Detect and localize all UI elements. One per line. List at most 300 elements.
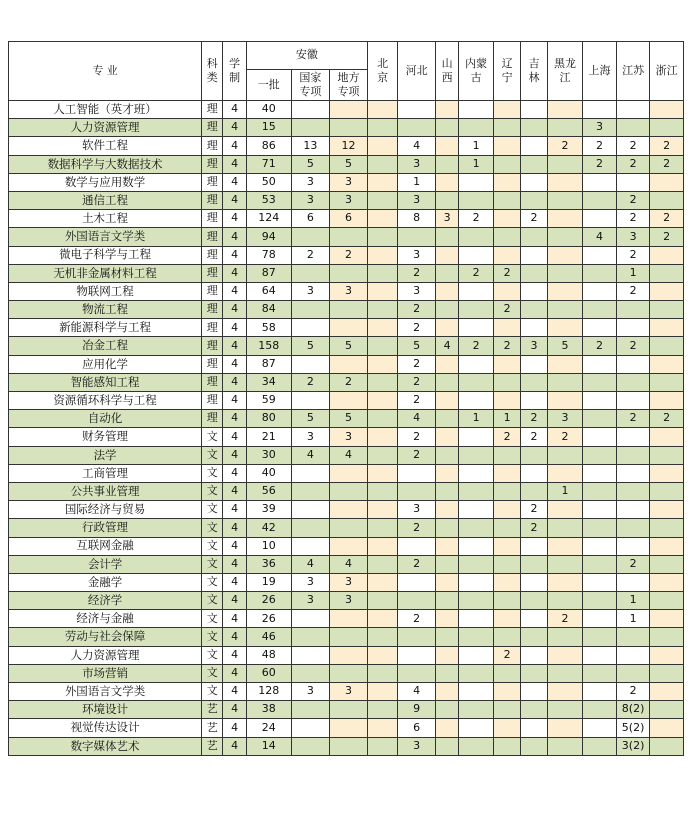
quota-cell: 2 bbox=[616, 155, 650, 173]
quota-cell bbox=[650, 737, 684, 755]
quota-cell bbox=[291, 537, 330, 555]
quota-cell: 4 bbox=[398, 410, 436, 428]
quota-cell: 6 bbox=[330, 210, 368, 228]
table-row bbox=[9, 683, 684, 701]
quota-cell bbox=[291, 519, 330, 537]
quota-cell bbox=[616, 501, 650, 519]
quota-cell bbox=[435, 355, 458, 373]
table-row bbox=[9, 173, 684, 191]
table-row bbox=[9, 337, 684, 355]
quota-cell: 2 bbox=[583, 155, 617, 173]
category-cell: 理 bbox=[202, 282, 223, 300]
quota-cell bbox=[435, 301, 458, 319]
quota-cell bbox=[435, 664, 458, 682]
quota-cell: 2 bbox=[459, 210, 494, 228]
quota-cell bbox=[459, 628, 494, 646]
quota-cell: 2 bbox=[459, 264, 494, 282]
quota-cell bbox=[435, 628, 458, 646]
table-row bbox=[9, 137, 684, 155]
quota-cell bbox=[521, 482, 547, 500]
quota-cell bbox=[493, 155, 520, 173]
quota-cell bbox=[330, 737, 368, 755]
quota-cell: 2 bbox=[650, 155, 684, 173]
quota-cell bbox=[291, 228, 330, 246]
quota-cell: 48 bbox=[246, 646, 291, 664]
quota-cell: 4 bbox=[435, 337, 458, 355]
quota-cell bbox=[367, 701, 397, 719]
quota-cell bbox=[616, 446, 650, 464]
quota-cell bbox=[367, 592, 397, 610]
quota-cell: 1 bbox=[493, 410, 520, 428]
table-body bbox=[9, 101, 684, 756]
quota-cell bbox=[398, 592, 436, 610]
quota-cell bbox=[650, 301, 684, 319]
quota-cell: 2 bbox=[493, 646, 520, 664]
category-cell: 理 bbox=[202, 337, 223, 355]
major-cell: 人工智能（英才班） bbox=[9, 101, 202, 119]
header-category: 科类 bbox=[202, 42, 223, 101]
quota-cell bbox=[435, 137, 458, 155]
quota-cell: 5(2) bbox=[616, 719, 650, 737]
major-cell: 金融学 bbox=[9, 573, 202, 591]
quota-cell: 53 bbox=[246, 191, 291, 209]
quota-cell bbox=[459, 555, 494, 573]
major-cell: 工商管理 bbox=[9, 464, 202, 482]
quota-cell bbox=[583, 301, 617, 319]
quota-cell bbox=[367, 355, 397, 373]
quota-cell bbox=[616, 301, 650, 319]
duration-cell: 4 bbox=[223, 264, 246, 282]
quota-cell: 2 bbox=[398, 555, 436, 573]
table-row bbox=[9, 701, 684, 719]
quota-cell: 3 bbox=[330, 683, 368, 701]
quota-cell bbox=[521, 373, 547, 391]
category-cell: 文 bbox=[202, 664, 223, 682]
header-anhui-national: 国家专项 bbox=[291, 70, 330, 101]
quota-cell bbox=[583, 646, 617, 664]
quota-cell bbox=[521, 701, 547, 719]
duration-cell: 4 bbox=[223, 173, 246, 191]
quota-cell bbox=[650, 592, 684, 610]
duration-cell: 4 bbox=[223, 482, 246, 500]
quota-cell: 86 bbox=[246, 137, 291, 155]
quota-cell: 2 bbox=[521, 410, 547, 428]
duration-cell: 4 bbox=[223, 210, 246, 228]
quota-cell bbox=[459, 646, 494, 664]
quota-cell bbox=[547, 392, 583, 410]
quota-cell: 34 bbox=[246, 373, 291, 391]
major-cell: 微电子科学与工程 bbox=[9, 246, 202, 264]
quota-cell bbox=[616, 628, 650, 646]
quota-cell bbox=[650, 191, 684, 209]
quota-cell bbox=[493, 355, 520, 373]
quota-cell bbox=[521, 191, 547, 209]
table-row bbox=[9, 610, 684, 628]
category-cell: 艺 bbox=[202, 701, 223, 719]
quota-cell bbox=[367, 446, 397, 464]
quota-cell bbox=[650, 119, 684, 137]
quota-cell: 46 bbox=[246, 628, 291, 646]
quota-cell bbox=[435, 319, 458, 337]
quota-cell bbox=[493, 246, 520, 264]
quota-cell bbox=[367, 410, 397, 428]
category-cell: 文 bbox=[202, 446, 223, 464]
category-cell: 文 bbox=[202, 501, 223, 519]
quota-cell bbox=[616, 482, 650, 500]
quota-cell bbox=[521, 664, 547, 682]
duration-cell: 4 bbox=[223, 373, 246, 391]
quota-cell bbox=[521, 573, 547, 591]
quota-cell: 2 bbox=[547, 428, 583, 446]
quota-cell bbox=[330, 482, 368, 500]
duration-cell: 4 bbox=[223, 592, 246, 610]
quota-cell bbox=[330, 719, 368, 737]
major-cell: 公共事业管理 bbox=[9, 482, 202, 500]
category-cell: 文 bbox=[202, 610, 223, 628]
category-cell: 理 bbox=[202, 137, 223, 155]
quota-cell bbox=[330, 628, 368, 646]
quota-cell: 2 bbox=[330, 246, 368, 264]
major-cell: 国际经济与贸易 bbox=[9, 501, 202, 519]
quota-cell bbox=[493, 573, 520, 591]
quota-cell bbox=[583, 719, 617, 737]
quota-cell bbox=[330, 701, 368, 719]
quota-cell bbox=[459, 592, 494, 610]
quota-cell bbox=[291, 264, 330, 282]
quota-cell bbox=[367, 301, 397, 319]
major-cell: 智能感知工程 bbox=[9, 373, 202, 391]
quota-cell bbox=[291, 482, 330, 500]
quota-cell bbox=[367, 155, 397, 173]
category-cell: 文 bbox=[202, 628, 223, 646]
quota-cell: 5 bbox=[291, 337, 330, 355]
quota-cell: 2 bbox=[616, 555, 650, 573]
quota-cell bbox=[398, 228, 436, 246]
quota-cell bbox=[616, 392, 650, 410]
major-cell: 应用化学 bbox=[9, 355, 202, 373]
major-cell: 物流工程 bbox=[9, 301, 202, 319]
quota-cell bbox=[330, 501, 368, 519]
quota-cell: 2 bbox=[650, 210, 684, 228]
duration-cell: 4 bbox=[223, 664, 246, 682]
quota-cell: 38 bbox=[246, 701, 291, 719]
category-cell: 理 bbox=[202, 210, 223, 228]
quota-cell: 2 bbox=[616, 246, 650, 264]
quota-cell: 78 bbox=[246, 246, 291, 264]
quota-cell: 2 bbox=[493, 264, 520, 282]
quota-cell: 3 bbox=[291, 428, 330, 446]
quota-cell bbox=[493, 610, 520, 628]
quota-cell: 2 bbox=[398, 392, 436, 410]
quota-cell: 2 bbox=[616, 410, 650, 428]
quota-cell: 2 bbox=[398, 355, 436, 373]
quota-cell: 87 bbox=[246, 264, 291, 282]
quota-cell bbox=[616, 519, 650, 537]
quota-cell bbox=[650, 337, 684, 355]
quota-cell bbox=[291, 664, 330, 682]
quota-cell bbox=[547, 519, 583, 537]
quota-cell: 2 bbox=[521, 210, 547, 228]
quota-cell bbox=[650, 373, 684, 391]
header-province: 河北 bbox=[398, 42, 436, 101]
quota-cell bbox=[459, 191, 494, 209]
quota-cell bbox=[547, 573, 583, 591]
category-cell: 艺 bbox=[202, 737, 223, 755]
quota-cell: 56 bbox=[246, 482, 291, 500]
quota-cell bbox=[583, 701, 617, 719]
quota-cell bbox=[435, 519, 458, 537]
quota-cell bbox=[493, 319, 520, 337]
major-cell: 人力资源管理 bbox=[9, 646, 202, 664]
quota-cell: 2 bbox=[521, 519, 547, 537]
quota-cell bbox=[547, 228, 583, 246]
quota-cell: 5 bbox=[398, 337, 436, 355]
quota-cell bbox=[583, 101, 617, 119]
category-cell: 理 bbox=[202, 373, 223, 391]
quota-cell: 3 bbox=[330, 573, 368, 591]
major-cell: 自动化 bbox=[9, 410, 202, 428]
quota-cell bbox=[367, 337, 397, 355]
quota-cell bbox=[521, 610, 547, 628]
quota-cell bbox=[459, 282, 494, 300]
quota-cell: 4 bbox=[330, 555, 368, 573]
quota-cell bbox=[583, 410, 617, 428]
table-row bbox=[9, 119, 684, 137]
quota-cell: 94 bbox=[246, 228, 291, 246]
quota-cell: 5 bbox=[330, 337, 368, 355]
duration-cell: 4 bbox=[223, 737, 246, 755]
quota-cell bbox=[291, 392, 330, 410]
quota-cell bbox=[616, 173, 650, 191]
quota-cell bbox=[291, 628, 330, 646]
quota-cell bbox=[435, 464, 458, 482]
table-row bbox=[9, 155, 684, 173]
quota-cell bbox=[435, 282, 458, 300]
category-cell: 理 bbox=[202, 264, 223, 282]
duration-cell: 4 bbox=[223, 501, 246, 519]
table-row bbox=[9, 573, 684, 591]
quota-cell bbox=[367, 264, 397, 282]
quota-cell bbox=[459, 228, 494, 246]
quota-cell: 5 bbox=[547, 337, 583, 355]
quota-cell bbox=[493, 210, 520, 228]
quota-cell: 40 bbox=[246, 464, 291, 482]
table-row bbox=[9, 592, 684, 610]
table-row bbox=[9, 646, 684, 664]
quota-cell: 39 bbox=[246, 501, 291, 519]
quota-cell: 3 bbox=[330, 592, 368, 610]
category-cell: 理 bbox=[202, 355, 223, 373]
quota-cell: 2 bbox=[493, 337, 520, 355]
table-row bbox=[9, 210, 684, 228]
quota-cell: 5 bbox=[291, 155, 330, 173]
quota-cell: 2 bbox=[583, 137, 617, 155]
quota-cell: 2 bbox=[398, 301, 436, 319]
quota-cell: 15 bbox=[246, 119, 291, 137]
duration-cell: 4 bbox=[223, 573, 246, 591]
quota-cell: 12 bbox=[330, 137, 368, 155]
header-province: 黑龙江 bbox=[547, 42, 583, 101]
quota-cell bbox=[367, 210, 397, 228]
table-row bbox=[9, 319, 684, 337]
quota-cell: 3 bbox=[291, 191, 330, 209]
quota-cell bbox=[650, 355, 684, 373]
quota-cell bbox=[583, 464, 617, 482]
quota-cell bbox=[367, 664, 397, 682]
quota-cell bbox=[435, 119, 458, 137]
duration-cell: 4 bbox=[223, 610, 246, 628]
quota-cell bbox=[330, 228, 368, 246]
duration-cell: 4 bbox=[223, 119, 246, 137]
quota-cell: 5 bbox=[291, 410, 330, 428]
quota-cell bbox=[398, 628, 436, 646]
header-anhui-local: 地方专项 bbox=[330, 70, 368, 101]
major-cell: 软件工程 bbox=[9, 137, 202, 155]
quota-cell bbox=[583, 683, 617, 701]
quota-cell: 2 bbox=[398, 446, 436, 464]
quota-cell bbox=[367, 119, 397, 137]
major-cell: 财务管理 bbox=[9, 428, 202, 446]
quota-cell bbox=[435, 101, 458, 119]
quota-cell bbox=[493, 537, 520, 555]
major-cell: 经济学 bbox=[9, 592, 202, 610]
quota-cell bbox=[398, 482, 436, 500]
duration-cell: 4 bbox=[223, 355, 246, 373]
category-cell: 文 bbox=[202, 555, 223, 573]
quota-cell bbox=[547, 646, 583, 664]
quota-cell bbox=[521, 446, 547, 464]
quota-cell: 2 bbox=[650, 410, 684, 428]
quota-cell bbox=[493, 173, 520, 191]
quota-cell bbox=[583, 628, 617, 646]
quota-cell: 3 bbox=[398, 191, 436, 209]
duration-cell: 4 bbox=[223, 137, 246, 155]
quota-cell bbox=[398, 119, 436, 137]
table-row bbox=[9, 555, 684, 573]
quota-cell: 3 bbox=[398, 155, 436, 173]
category-cell: 理 bbox=[202, 101, 223, 119]
category-cell: 文 bbox=[202, 683, 223, 701]
quota-cell bbox=[616, 101, 650, 119]
header-province: 内蒙古 bbox=[459, 42, 494, 101]
category-cell: 文 bbox=[202, 482, 223, 500]
major-cell: 外国语言文学类 bbox=[9, 228, 202, 246]
quota-cell bbox=[547, 628, 583, 646]
quota-cell: 19 bbox=[246, 573, 291, 591]
quota-cell bbox=[493, 701, 520, 719]
quota-cell bbox=[330, 101, 368, 119]
quota-cell bbox=[493, 482, 520, 500]
quota-cell bbox=[547, 664, 583, 682]
table-row bbox=[9, 246, 684, 264]
quota-cell: 4 bbox=[398, 137, 436, 155]
quota-cell bbox=[521, 464, 547, 482]
quota-cell bbox=[367, 719, 397, 737]
category-cell: 文 bbox=[202, 592, 223, 610]
quota-cell bbox=[547, 319, 583, 337]
quota-cell: 26 bbox=[246, 610, 291, 628]
duration-cell: 4 bbox=[223, 537, 246, 555]
quota-cell bbox=[547, 737, 583, 755]
quota-cell: 2 bbox=[398, 264, 436, 282]
quota-cell bbox=[547, 701, 583, 719]
quota-cell bbox=[547, 101, 583, 119]
quota-cell bbox=[521, 301, 547, 319]
quota-cell bbox=[459, 519, 494, 537]
quota-cell bbox=[330, 119, 368, 137]
category-cell: 理 bbox=[202, 155, 223, 173]
quota-cell: 3 bbox=[398, 501, 436, 519]
quota-cell bbox=[459, 355, 494, 373]
quota-cell bbox=[330, 264, 368, 282]
table-row bbox=[9, 410, 684, 428]
duration-cell: 4 bbox=[223, 719, 246, 737]
quota-cell: 2 bbox=[398, 519, 436, 537]
quota-cell: 2 bbox=[330, 373, 368, 391]
category-cell: 文 bbox=[202, 646, 223, 664]
quota-cell: 2 bbox=[493, 428, 520, 446]
quota-cell bbox=[583, 501, 617, 519]
quota-cell bbox=[459, 610, 494, 628]
quota-cell bbox=[547, 155, 583, 173]
quota-cell bbox=[459, 246, 494, 264]
quota-cell: 3 bbox=[521, 337, 547, 355]
duration-cell: 4 bbox=[223, 392, 246, 410]
quota-cell bbox=[616, 119, 650, 137]
quota-cell bbox=[459, 373, 494, 391]
table-row bbox=[9, 519, 684, 537]
quota-cell bbox=[459, 173, 494, 191]
quota-cell bbox=[330, 646, 368, 664]
quota-cell bbox=[435, 701, 458, 719]
quota-cell: 1 bbox=[459, 155, 494, 173]
quota-cell bbox=[398, 646, 436, 664]
quota-cell bbox=[435, 482, 458, 500]
header-anhui-first: 一批 bbox=[246, 70, 291, 101]
quota-cell bbox=[398, 537, 436, 555]
quota-cell bbox=[583, 664, 617, 682]
quota-cell: 3 bbox=[398, 737, 436, 755]
quota-cell bbox=[650, 446, 684, 464]
quota-cell bbox=[650, 264, 684, 282]
quota-cell bbox=[367, 464, 397, 482]
quota-cell bbox=[367, 173, 397, 191]
quota-cell: 3 bbox=[330, 428, 368, 446]
duration-cell: 4 bbox=[223, 555, 246, 573]
quota-cell: 2 bbox=[547, 137, 583, 155]
quota-cell bbox=[330, 464, 368, 482]
quota-cell bbox=[493, 737, 520, 755]
table-row bbox=[9, 664, 684, 682]
table-row bbox=[9, 301, 684, 319]
quota-cell: 8 bbox=[398, 210, 436, 228]
quota-cell bbox=[459, 482, 494, 500]
quota-cell bbox=[650, 664, 684, 682]
quota-cell: 158 bbox=[246, 337, 291, 355]
quota-cell bbox=[616, 355, 650, 373]
category-cell: 文 bbox=[202, 428, 223, 446]
quota-cell: 2 bbox=[616, 191, 650, 209]
quota-cell bbox=[330, 664, 368, 682]
major-cell: 法学 bbox=[9, 446, 202, 464]
quota-cell: 2 bbox=[398, 428, 436, 446]
quota-cell: 3 bbox=[291, 592, 330, 610]
duration-cell: 4 bbox=[223, 101, 246, 119]
quota-cell bbox=[583, 446, 617, 464]
quota-cell: 2 bbox=[521, 428, 547, 446]
quota-cell bbox=[547, 282, 583, 300]
category-cell: 理 bbox=[202, 410, 223, 428]
